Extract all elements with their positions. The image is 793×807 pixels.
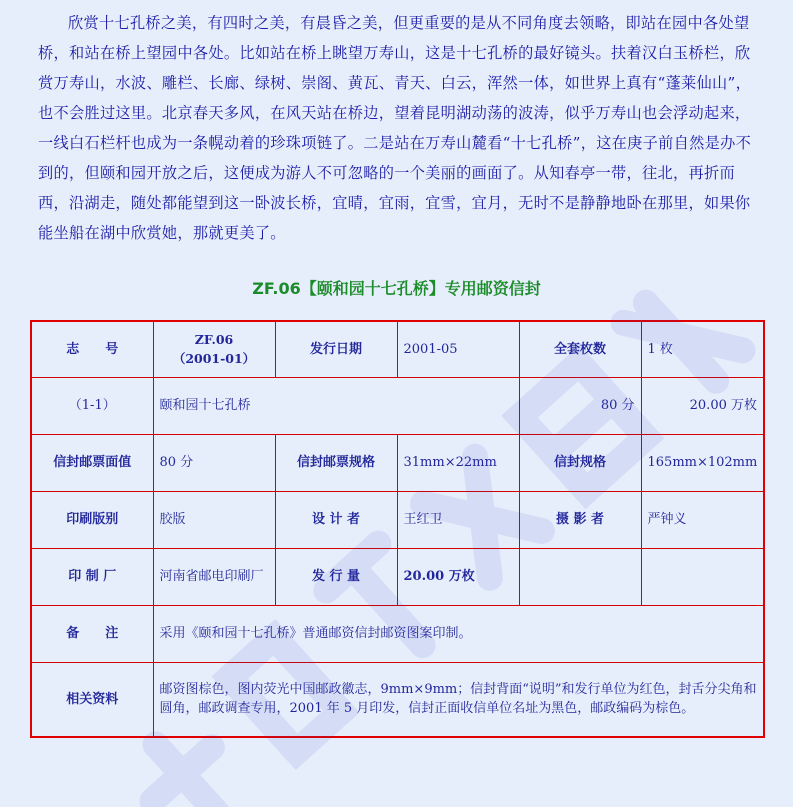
item-name: 颐和园十七孔桥 xyxy=(153,377,519,434)
label-stamp-value: 信封邮票面值 xyxy=(31,434,153,491)
remarks-value: 采用《颐和园十七孔桥》普通邮资信封邮资图案印制。 xyxy=(153,605,764,662)
label-printer: 印 制 厂 xyxy=(31,548,153,605)
item-denomination: 80 分 xyxy=(519,377,641,434)
intro-paragraph: 欣赏十七孔桥之美，有四时之美，有晨昏之美，但更重要的是从不同角度去领略，即站在园中各处望桥，和站在桥上望园中各处。比如站在桥上眺望万寿山，这是十七孔桥的最好镜头。扶着汉白玉桥栏，欣赏万寿山，水波、雕栏、长廊、绿树、崇阁、黄瓦、青天、白云，浑然一体，如世界上真有“蓬莱仙山”，也不会胜过这里。北京春天多风，在风天站在桥边，望着昆明湖动荡的波涛，似乎万寿山也会浮动起来，一线白石栏杆也成为一条幌动着的珍珠项链了。二是站在万寿山麓看“十七孔桥”，这在庚子前自然是办不到的，但颐和园开放之后，这便成为游人不可忽略的一个美丽的画面了。从知春亭一带，往北，再折而西，沿湖走，随处都能望到这一卧波长桥，宜晴，宜雨，宜雪，宜月，无时不是静静地卧在那里，如果你能坐船在湖中欣赏她，那就更美了。 xyxy=(38,14,752,242)
label-print-method: 印刷版别 xyxy=(31,491,153,548)
section-heading: ZF.06【颐和园十七孔桥】专用邮资信封 xyxy=(252,279,541,298)
label-remarks: 备 注 xyxy=(31,605,153,662)
stamp-size-value: 31mm×22mm xyxy=(397,434,519,491)
envelope-spec-table xyxy=(30,320,765,738)
table-row xyxy=(31,321,764,377)
empty-cell xyxy=(519,548,641,605)
envelope-size-value: 165mm×102mm xyxy=(641,434,764,491)
stamp-value: 80 分 xyxy=(153,434,275,491)
issue-quantity-value: 20.00 万枚 xyxy=(397,548,519,605)
designer-value: 王红卫 xyxy=(397,491,519,548)
empty-cell xyxy=(641,548,764,605)
item-quantity: 20.00 万枚 xyxy=(641,377,764,434)
table-row xyxy=(31,377,764,434)
label-stamp-size: 信封邮票规格 xyxy=(275,434,397,491)
label-set-count: 全套枚数 xyxy=(519,321,641,377)
table-row xyxy=(31,434,764,491)
label-photographer: 摄 影 者 xyxy=(519,491,641,548)
printer-value: 河南省邮电印刷厂 xyxy=(153,548,275,605)
label-issue-quantity: 发 行 量 xyxy=(275,548,397,605)
print-method-value: 胶版 xyxy=(153,491,275,548)
serial-code: ZF.06 xyxy=(194,332,234,348)
table-row xyxy=(31,548,764,605)
item-number: （1-1） xyxy=(31,377,153,434)
serial-value xyxy=(153,321,275,377)
related-info-value: 邮资图棕色，图内荧光中国邮政徽志，9mm×9mm；信封背面“说明”和发行单位为红色，封舌分尖角和圆角，邮政调查专用，2001 年 5 月印发，信封正面收信单位名址为黑色，邮政编码为棕色。 xyxy=(153,662,764,737)
photographer-value: 严钟义 xyxy=(641,491,764,548)
label-envelope-size: 信封规格 xyxy=(519,434,641,491)
label-designer: 设 计 者 xyxy=(275,491,397,548)
table-row xyxy=(31,605,764,662)
serial-year: （2001-01） xyxy=(172,351,256,367)
table-row xyxy=(31,662,764,737)
issue-date-value: 2001-05 xyxy=(397,321,519,377)
label-serial: 志 号 xyxy=(31,321,153,377)
label-issue-date: 发行日期 xyxy=(275,321,397,377)
set-count-value: 1 枚 xyxy=(641,321,764,377)
label-related-info: 相关资料 xyxy=(31,662,153,737)
table-row xyxy=(31,491,764,548)
